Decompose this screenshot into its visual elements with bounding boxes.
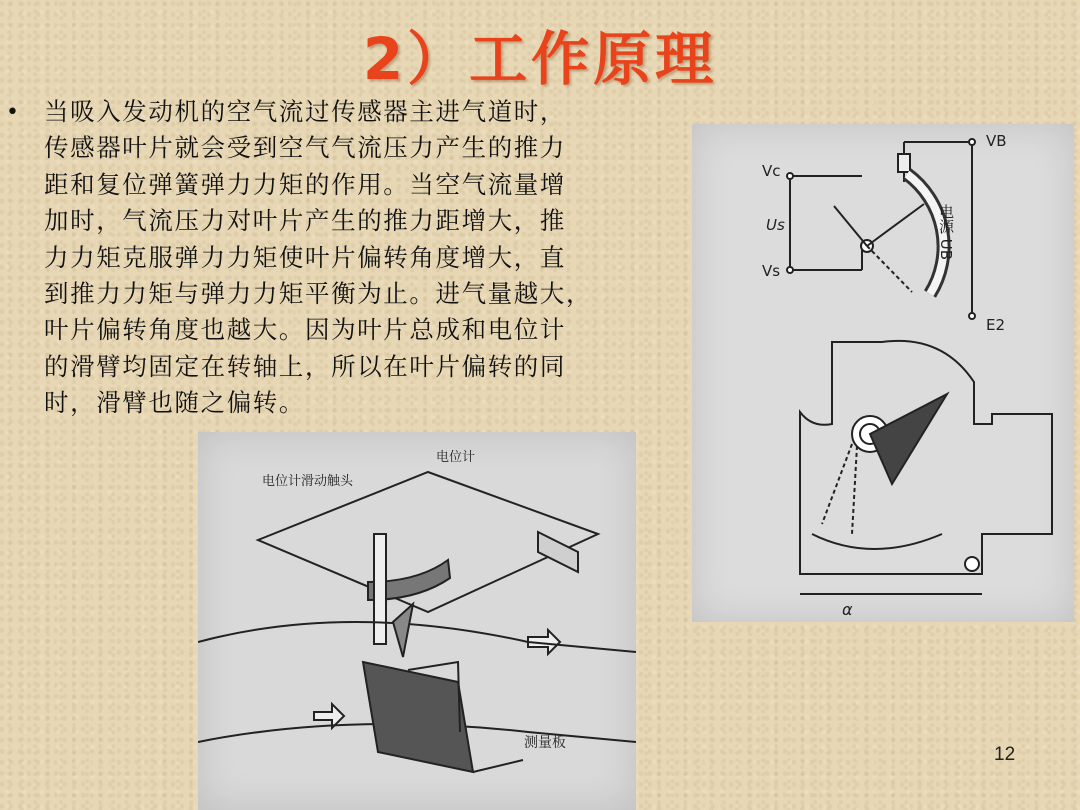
measuring-plate-image <box>198 432 636 810</box>
vs-label: Vs <box>762 262 781 280</box>
body-line: 当吸入发动机的空气流过传感器主进气道时， <box>44 97 566 126</box>
sensor-schematic-drawing <box>692 124 1074 622</box>
body-line: 加时，气流压力对叶片产生的推力距增大，推 <box>44 206 566 236</box>
measuring-plate-label: 测量板 <box>524 735 566 751</box>
body-line: 的滑臂均固定在转轴上，所以在叶片偏转的同 <box>44 351 566 381</box>
slider-contact-label: 电位计滑动触头 <box>262 474 354 489</box>
body-line: 力力矩克服弹力力矩使叶片偏转角度增大，直 <box>44 242 566 272</box>
us-label: Us <box>766 216 785 234</box>
vc-label: Vc <box>762 162 781 180</box>
power-label: 电源 UB <box>937 204 955 261</box>
e2-label: E2 <box>986 316 1006 334</box>
body-line: 距和复位弹簧弹力力矩的作用。当空气流量增 <box>44 169 566 199</box>
bullet-marker: • <box>6 100 19 125</box>
body-line: 叶片偏转角度也越大。因为叶片总成和电位计 <box>44 315 566 345</box>
body-text <box>44 94 644 422</box>
sensor-schematic-image <box>692 124 1074 622</box>
potentiometer-label: 电位计 <box>436 450 476 465</box>
body-line: 到推力力矩与弹力力矩平衡为止。进气量越大， <box>44 279 593 309</box>
vb-label: VB <box>986 132 1007 150</box>
slide-title: 2）工作原理 <box>362 25 718 93</box>
page-number: 12 <box>994 744 1016 765</box>
body-line: 时，滑臂也随之偏转。 <box>44 388 305 418</box>
alpha-label: α <box>842 600 853 619</box>
body-line: 传感器叶片就会受到空气气流压力产生的推力 <box>44 133 566 163</box>
